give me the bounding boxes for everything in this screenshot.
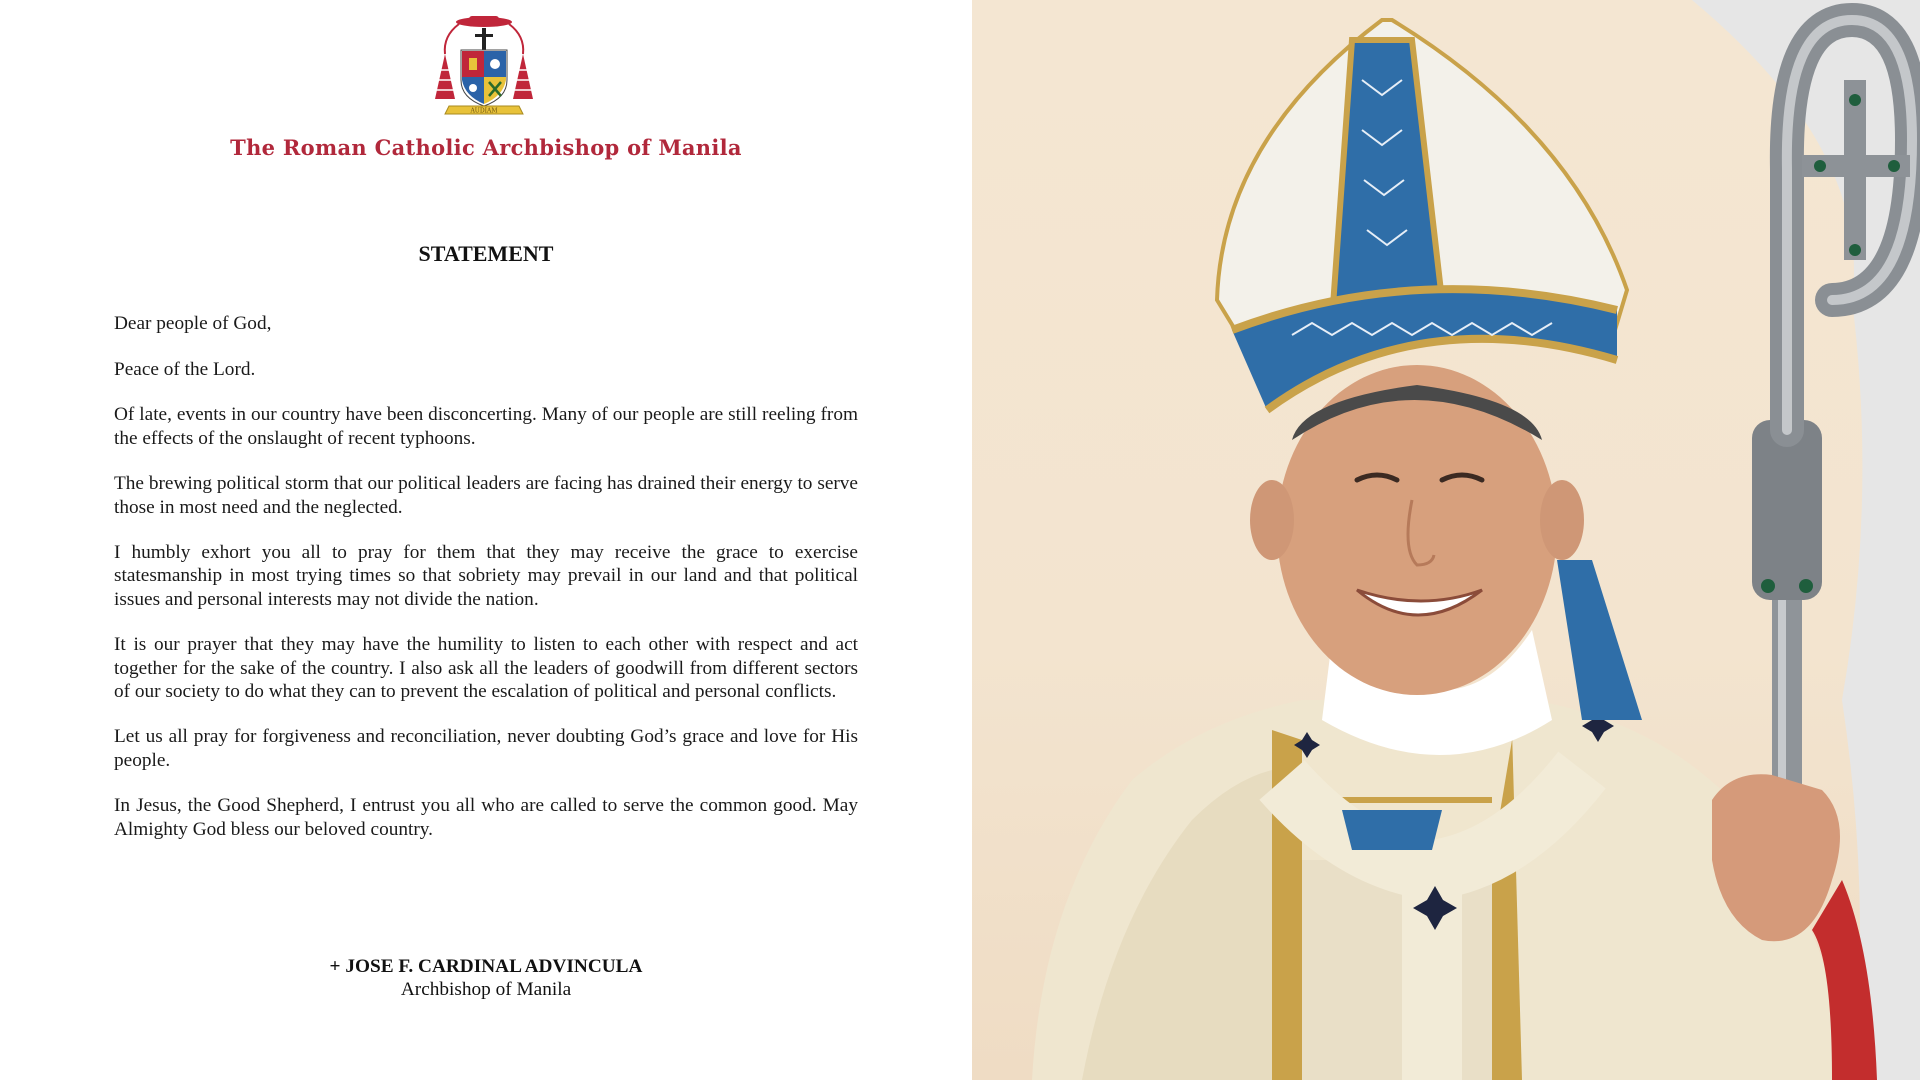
crest-motto: AUDIAM	[470, 107, 498, 115]
paragraph: Of late, events in our country have been disconcerting. Many of our people are still reeling from the effects of the onslaught of recent typhoons.	[114, 404, 858, 449]
archbishop-portrait-photo	[972, 0, 1920, 1080]
greeting: Peace of the Lord.	[114, 358, 256, 380]
signature-block	[0, 955, 972, 1001]
paragraph: Let us all pray for forgiveness and reconciliation, never doubting God’s grace and love for His people.	[114, 726, 858, 771]
paragraph: I humbly exhort you all to pray for them that they may receive the grace to exercise statesmanship in most trying times so that sobriety may prevail in our land and that political issues and personal interests may not divide the nation.	[114, 542, 858, 610]
closing-paragraph: In Jesus, the Good Shepherd, I entrust you all who are called to serve the common good. May Almighty God bless our beloved country.	[114, 795, 858, 840]
statement-body	[114, 312, 858, 863]
archdiocese-crest-logo	[429, 14, 539, 126]
paragraph: The brewing political storm that our political leaders are facing has drained their energy to serve those in most need and the neglected.	[114, 473, 858, 518]
portrait-illustration	[972, 0, 1920, 1080]
signature-name: + JOSE F. CARDINAL ADVINCULA	[329, 956, 643, 977]
paragraph: It is our prayer that they may have the humility to listen to each other with respect and act together for the sake of the country. I also ask all the leaders of goodwill from different sectors of our society to do what they can to prevent the escalation of political and personal conflicts.	[114, 634, 858, 702]
salutation: Dear people of God,	[114, 313, 272, 334]
statement-title: STATEMENT	[418, 241, 554, 266]
signature-title: Archbishop of Manila	[400, 979, 572, 1000]
organization-name: The Roman Catholic Archbishop of Manila	[230, 135, 742, 160]
